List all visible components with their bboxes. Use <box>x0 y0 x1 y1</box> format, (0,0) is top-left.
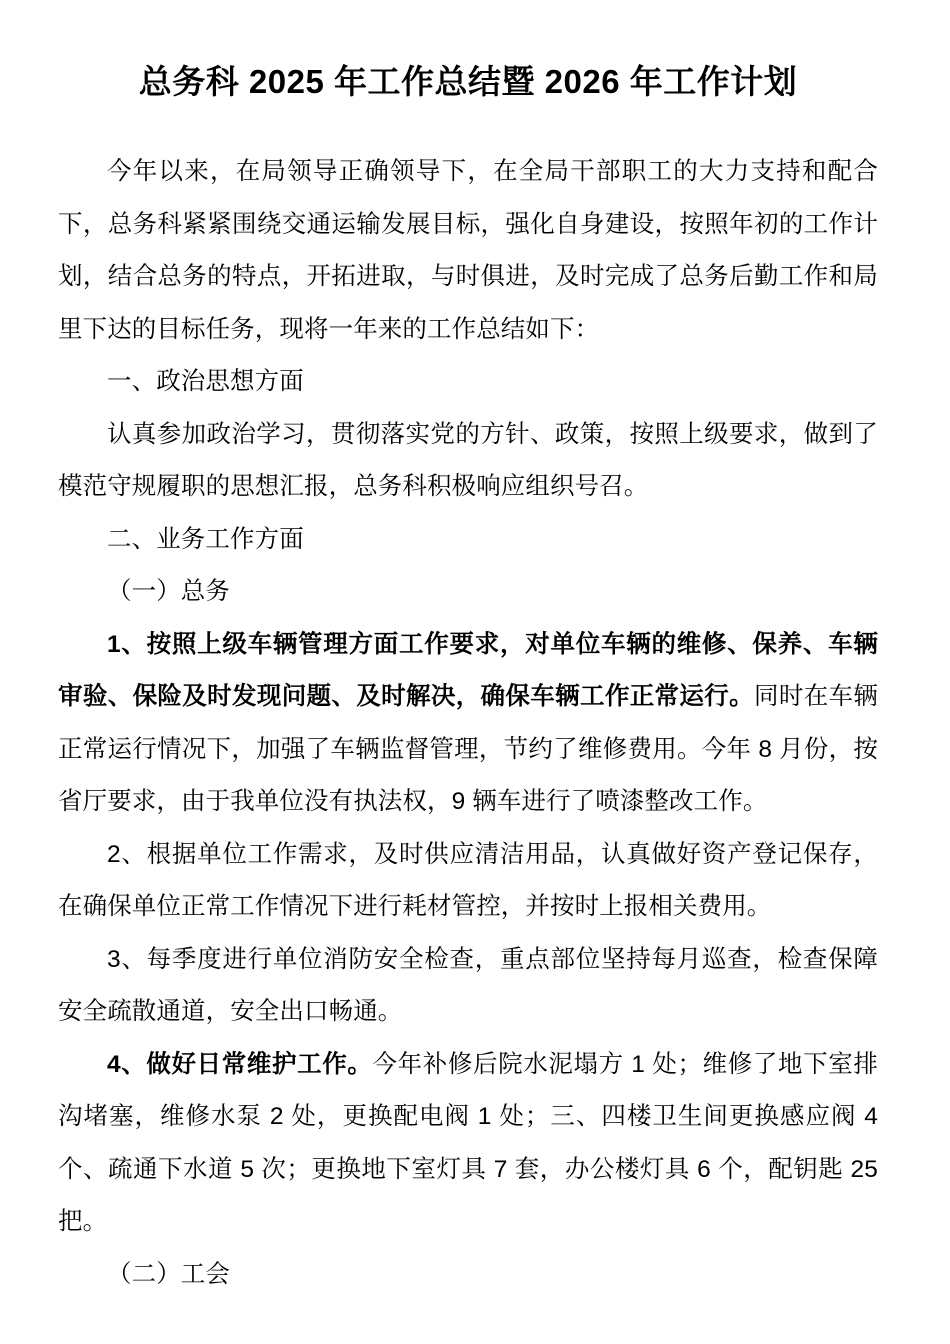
page-title: 总务科 2025 年工作总结暨 2026 年工作计划 <box>138 63 798 100</box>
heading-labor-union: （二）工会 <box>107 1260 230 1288</box>
paragraph-intro: 今年以来，在局领导正确领导下，在全局干部职工的大力支持和配合下，总务科紧紧围绕交通运输发展目标，强化自身建设，按照年初的工作计划，结合总务的特点，开拓进取，与时俱进，及时完成了总务后勤工作和局里下达的目标任务，现将一年来的工作总结如下： <box>58 158 878 343</box>
heading-general-affairs: （一）总务 <box>107 578 230 605</box>
list-item-1 <box>58 619 878 829</box>
list-item-4-text: 今年补修后院水泥塌方 1 处；维修了地下室排沟堵塞，维修水泵 2 处，更换配电阀 1 处；三、四楼卫生间更换感应阀 4 个、疏通下水道 5 次；更换地下室灯具 7 套，办公楼灯具 6 个，配钥匙 25 把。 <box>58 1050 879 1235</box>
list-item-1-bold-lead: 1、按照上级车辆管理方面工作要求，对单位车辆的维修、保养、车辆审验、保险及时发现问题、及时解决，确保车辆工作正常运行。 <box>58 630 878 710</box>
paragraph-political-thought-body: 认真参加政治学习，贯彻落实党的方针、政策，按照上级要求，做到了模范守规履职的思想汇报，总务科积极响应组织号召。 <box>58 420 878 500</box>
list-item-4-bold-lead: 4、做好日常维护工作。 <box>107 1050 373 1078</box>
list-item-3: 3、每季度进行单位消防安全检查，重点部位坚持每月巡查，检查保障安全疏散通道，安全出口畅通。 <box>58 945 878 1025</box>
list-item-1-text: 同时在车辆正常运行情况下，加强了车辆监督管理，节约了维修费用。今年 8 月份，按省厅要求，由于我单位没有执法权，9 辆车进行了喷漆整改工作。 <box>58 683 879 815</box>
heading-business-work: 二、业务工作方面 <box>107 525 304 553</box>
list-item-4 <box>58 1039 878 1249</box>
document-body <box>58 146 878 1301</box>
heading-political-thought: 一、政治思想方面 <box>107 368 304 395</box>
list-item-2: 2、根据单位工作需求，及时供应清洁用品，认真做好资产登记保存，在确保单位正常工作情况下进行耗材管控，并按时上报相关费用。 <box>58 840 878 920</box>
